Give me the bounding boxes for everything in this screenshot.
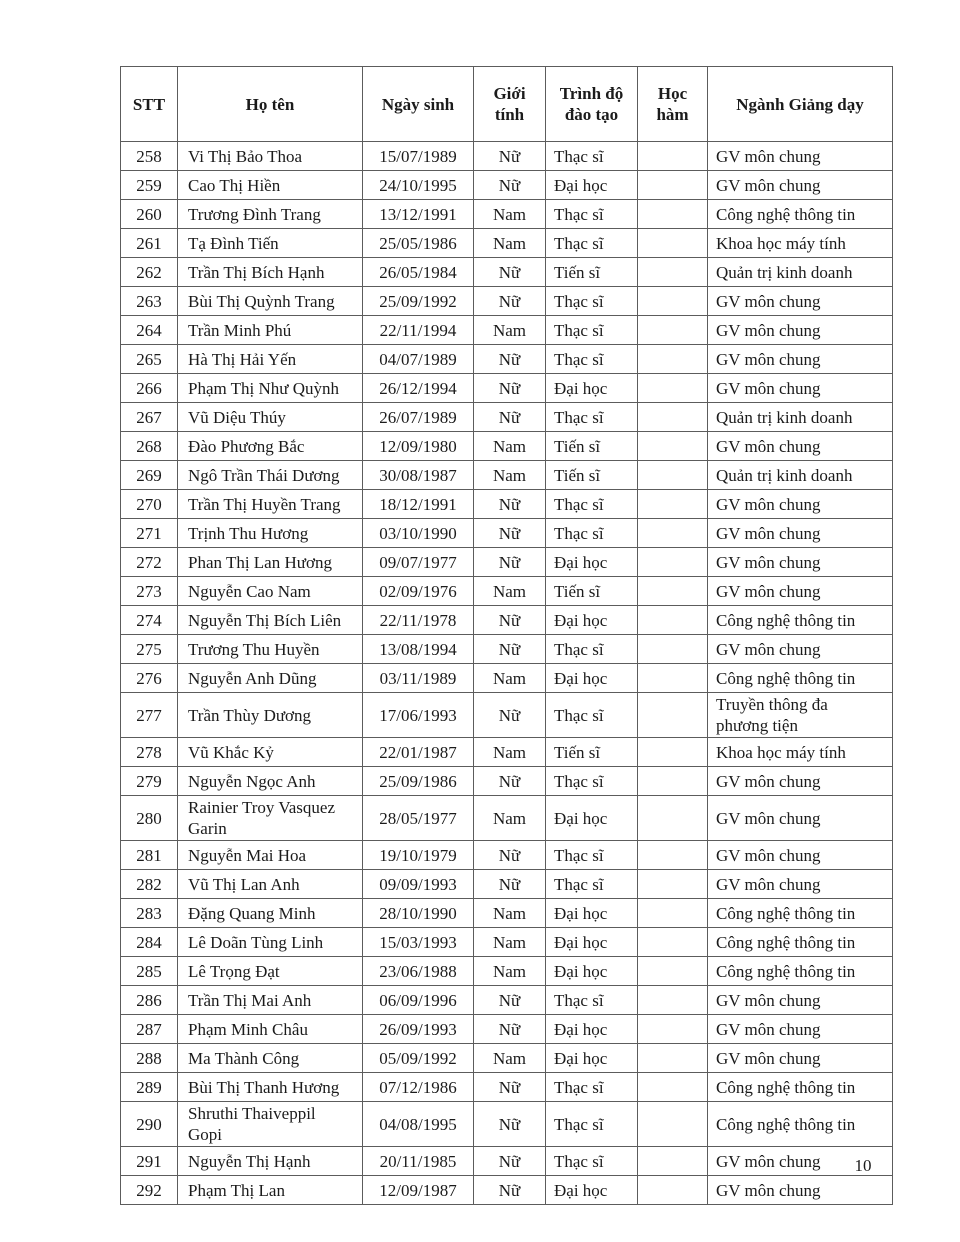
- cell-hoc-ham: [638, 287, 708, 316]
- cell-stt: 278: [121, 738, 178, 767]
- cell-trinh-do-dao-tao: Thạc sĩ: [546, 345, 638, 374]
- cell-nganh-giang-day: Khoa học máy tính: [708, 229, 893, 258]
- cell-ngay-sinh: 20/11/1985: [363, 1147, 474, 1176]
- cell-ngay-sinh: 04/08/1995: [363, 1102, 474, 1147]
- cell-trinh-do-dao-tao: Đại học: [546, 548, 638, 577]
- cell-hoc-ham: [638, 229, 708, 258]
- cell-nganh-giang-day: GV môn chung: [708, 432, 893, 461]
- table-row: [121, 1044, 893, 1073]
- cell-ho-ten: Trần Thùy Dương: [178, 693, 363, 738]
- cell-trinh-do-dao-tao: Đại học: [546, 1044, 638, 1073]
- cell-gioi-tinh: Nam: [474, 957, 546, 986]
- cell-ngay-sinh: 23/06/1988: [363, 957, 474, 986]
- cell-ngay-sinh: 13/08/1994: [363, 635, 474, 664]
- cell-ngay-sinh: 12/09/1980: [363, 432, 474, 461]
- cell-gioi-tinh: Nữ: [474, 693, 546, 738]
- cell-nganh-giang-day: Công nghệ thông tin: [708, 928, 893, 957]
- cell-nganh-giang-day: Công nghệ thông tin: [708, 899, 893, 928]
- cell-hoc-ham: [638, 519, 708, 548]
- cell-nganh-giang-day: Truyền thông đa phương tiện: [708, 693, 893, 738]
- table-row: [121, 345, 893, 374]
- cell-nganh-giang-day: GV môn chung: [708, 345, 893, 374]
- cell-gioi-tinh: Nữ: [474, 841, 546, 870]
- cell-hoc-ham: [638, 693, 708, 738]
- cell-gioi-tinh: Nam: [474, 461, 546, 490]
- cell-nganh-giang-day: Quản trị kinh doanh: [708, 461, 893, 490]
- cell-trinh-do-dao-tao: Thạc sĩ: [546, 986, 638, 1015]
- cell-hoc-ham: [638, 606, 708, 635]
- cell-ho-ten: Rainier Troy Vasquez Garin: [178, 796, 363, 841]
- table-row: [121, 577, 893, 606]
- cell-ngay-sinh: 03/11/1989: [363, 664, 474, 693]
- header-ngay-sinh: Ngày sinh: [363, 67, 474, 142]
- cell-gioi-tinh: Nữ: [474, 606, 546, 635]
- cell-ngay-sinh: 05/09/1992: [363, 1044, 474, 1073]
- cell-ho-ten: Cao Thị Hiền: [178, 171, 363, 200]
- cell-hoc-ham: [638, 957, 708, 986]
- table-row: [121, 548, 893, 577]
- cell-ngay-sinh: 06/09/1996: [363, 986, 474, 1015]
- cell-stt: 292: [121, 1176, 178, 1205]
- cell-ngay-sinh: 19/10/1979: [363, 841, 474, 870]
- cell-nganh-giang-day: Quản trị kinh doanh: [708, 258, 893, 287]
- cell-trinh-do-dao-tao: Thạc sĩ: [546, 693, 638, 738]
- cell-hoc-ham: [638, 841, 708, 870]
- cell-gioi-tinh: Nam: [474, 432, 546, 461]
- table-row: [121, 461, 893, 490]
- table-row: [121, 229, 893, 258]
- cell-hoc-ham: [638, 577, 708, 606]
- table-row: [121, 986, 893, 1015]
- cell-ho-ten: Trương Thu Huyền: [178, 635, 363, 664]
- cell-ho-ten: Trần Thị Mai Anh: [178, 986, 363, 1015]
- cell-ho-ten: Nguyễn Mai Hoa: [178, 841, 363, 870]
- cell-ngay-sinh: 25/05/1986: [363, 229, 474, 258]
- cell-gioi-tinh: Nữ: [474, 519, 546, 548]
- cell-stt: 290: [121, 1102, 178, 1147]
- cell-ho-ten: Shruthi Thaiveppil Gopi: [178, 1102, 363, 1147]
- cell-ngay-sinh: 30/08/1987: [363, 461, 474, 490]
- cell-trinh-do-dao-tao: Thạc sĩ: [546, 229, 638, 258]
- cell-stt: 268: [121, 432, 178, 461]
- cell-ngay-sinh: 25/09/1986: [363, 767, 474, 796]
- table-row: [121, 957, 893, 986]
- cell-stt: 273: [121, 577, 178, 606]
- cell-trinh-do-dao-tao: Tiến sĩ: [546, 432, 638, 461]
- table-body: [121, 142, 893, 1205]
- cell-ho-ten: Phạm Minh Châu: [178, 1015, 363, 1044]
- cell-ho-ten: Trần Minh Phú: [178, 316, 363, 345]
- cell-ngay-sinh: 18/12/1991: [363, 490, 474, 519]
- cell-ngay-sinh: 22/11/1978: [363, 606, 474, 635]
- cell-ngay-sinh: 22/11/1994: [363, 316, 474, 345]
- cell-ho-ten: Trương Đình Trang: [178, 200, 363, 229]
- cell-ho-ten: Đào Phương Bắc: [178, 432, 363, 461]
- cell-hoc-ham: [638, 316, 708, 345]
- cell-trinh-do-dao-tao: Thạc sĩ: [546, 870, 638, 899]
- table-row: [121, 258, 893, 287]
- cell-nganh-giang-day: Công nghệ thông tin: [708, 664, 893, 693]
- cell-nganh-giang-day: GV môn chung: [708, 796, 893, 841]
- cell-stt: 281: [121, 841, 178, 870]
- cell-stt: 269: [121, 461, 178, 490]
- cell-hoc-ham: [638, 1044, 708, 1073]
- cell-gioi-tinh: Nữ: [474, 1176, 546, 1205]
- cell-ngay-sinh: 28/10/1990: [363, 899, 474, 928]
- cell-hoc-ham: [638, 635, 708, 664]
- header-hoc-ham: Học hàm: [638, 67, 708, 142]
- cell-stt: 259: [121, 171, 178, 200]
- table-row: [121, 796, 893, 841]
- cell-gioi-tinh: Nữ: [474, 870, 546, 899]
- cell-stt: 275: [121, 635, 178, 664]
- cell-ngay-sinh: 03/10/1990: [363, 519, 474, 548]
- cell-stt: 285: [121, 957, 178, 986]
- cell-ho-ten: Ngô Trần Thái Dương: [178, 461, 363, 490]
- cell-hoc-ham: [638, 986, 708, 1015]
- cell-stt: 274: [121, 606, 178, 635]
- cell-gioi-tinh: Nữ: [474, 142, 546, 171]
- cell-gioi-tinh: Nam: [474, 1044, 546, 1073]
- cell-ngay-sinh: 09/09/1993: [363, 870, 474, 899]
- cell-hoc-ham: [638, 171, 708, 200]
- cell-hoc-ham: [638, 1073, 708, 1102]
- cell-stt: 267: [121, 403, 178, 432]
- cell-trinh-do-dao-tao: Tiến sĩ: [546, 461, 638, 490]
- cell-gioi-tinh: Nam: [474, 664, 546, 693]
- table-row: [121, 870, 893, 899]
- cell-nganh-giang-day: Khoa học máy tính: [708, 738, 893, 767]
- cell-trinh-do-dao-tao: Thạc sĩ: [546, 490, 638, 519]
- cell-trinh-do-dao-tao: Thạc sĩ: [546, 519, 638, 548]
- cell-nganh-giang-day: GV môn chung: [708, 142, 893, 171]
- cell-gioi-tinh: Nam: [474, 316, 546, 345]
- cell-gioi-tinh: Nữ: [474, 287, 546, 316]
- cell-gioi-tinh: Nam: [474, 200, 546, 229]
- cell-ho-ten: Phan Thị Lan Hương: [178, 548, 363, 577]
- header-stt: STT: [121, 67, 178, 142]
- cell-stt: 287: [121, 1015, 178, 1044]
- cell-trinh-do-dao-tao: Thạc sĩ: [546, 142, 638, 171]
- cell-hoc-ham: [638, 1015, 708, 1044]
- cell-gioi-tinh: Nữ: [474, 1073, 546, 1102]
- cell-gioi-tinh: Nam: [474, 738, 546, 767]
- header-gioi-tinh: Giới tính: [474, 67, 546, 142]
- cell-ho-ten: Tạ Đình Tiến: [178, 229, 363, 258]
- cell-trinh-do-dao-tao: Thạc sĩ: [546, 767, 638, 796]
- cell-ngay-sinh: 26/07/1989: [363, 403, 474, 432]
- cell-ho-ten: Lê Doãn Tùng Linh: [178, 928, 363, 957]
- cell-stt: 283: [121, 899, 178, 928]
- cell-ngay-sinh: 28/05/1977: [363, 796, 474, 841]
- table-row: [121, 899, 893, 928]
- cell-stt: 284: [121, 928, 178, 957]
- cell-hoc-ham: [638, 548, 708, 577]
- cell-trinh-do-dao-tao: Đại học: [546, 606, 638, 635]
- cell-trinh-do-dao-tao: Đại học: [546, 928, 638, 957]
- table-row: [121, 693, 893, 738]
- cell-nganh-giang-day: GV môn chung: [708, 490, 893, 519]
- cell-stt: 276: [121, 664, 178, 693]
- cell-stt: 271: [121, 519, 178, 548]
- cell-ngay-sinh: 07/12/1986: [363, 1073, 474, 1102]
- cell-hoc-ham: [638, 870, 708, 899]
- cell-gioi-tinh: Nữ: [474, 171, 546, 200]
- cell-hoc-ham: [638, 664, 708, 693]
- cell-trinh-do-dao-tao: Thạc sĩ: [546, 316, 638, 345]
- cell-gioi-tinh: Nữ: [474, 1015, 546, 1044]
- header-trinh-do-dao-tao: Trình độ đào tạo: [546, 67, 638, 142]
- cell-ho-ten: Nguyễn Thị Bích Liên: [178, 606, 363, 635]
- table-row: [121, 432, 893, 461]
- cell-hoc-ham: [638, 461, 708, 490]
- cell-trinh-do-dao-tao: Đại học: [546, 796, 638, 841]
- cell-nganh-giang-day: Quản trị kinh doanh: [708, 403, 893, 432]
- cell-stt: 288: [121, 1044, 178, 1073]
- cell-stt: 270: [121, 490, 178, 519]
- cell-nganh-giang-day: GV môn chung: [708, 577, 893, 606]
- cell-ngay-sinh: 24/10/1995: [363, 171, 474, 200]
- cell-stt: 277: [121, 693, 178, 738]
- cell-hoc-ham: [638, 928, 708, 957]
- table-row: [121, 606, 893, 635]
- cell-gioi-tinh: Nữ: [474, 635, 546, 664]
- cell-trinh-do-dao-tao: Tiến sĩ: [546, 738, 638, 767]
- header-nganh-giang-day: Ngành Giảng dạy: [708, 67, 893, 142]
- cell-hoc-ham: [638, 1102, 708, 1147]
- cell-gioi-tinh: Nữ: [474, 1147, 546, 1176]
- cell-trinh-do-dao-tao: Thạc sĩ: [546, 287, 638, 316]
- table-row: [121, 1176, 893, 1205]
- cell-ho-ten: Vũ Thị Lan Anh: [178, 870, 363, 899]
- table-row: [121, 374, 893, 403]
- cell-ho-ten: Bùi Thị Thanh Hương: [178, 1073, 363, 1102]
- cell-ho-ten: Ma Thành Công: [178, 1044, 363, 1073]
- cell-trinh-do-dao-tao: Đại học: [546, 374, 638, 403]
- table-row: [121, 316, 893, 345]
- cell-trinh-do-dao-tao: Đại học: [546, 1015, 638, 1044]
- cell-gioi-tinh: Nữ: [474, 548, 546, 577]
- cell-hoc-ham: [638, 345, 708, 374]
- cell-stt: 282: [121, 870, 178, 899]
- cell-hoc-ham: [638, 796, 708, 841]
- cell-trinh-do-dao-tao: Đại học: [546, 171, 638, 200]
- cell-stt: 262: [121, 258, 178, 287]
- cell-ho-ten: Nguyễn Thị Hạnh: [178, 1147, 363, 1176]
- cell-stt: 279: [121, 767, 178, 796]
- cell-ngay-sinh: 22/01/1987: [363, 738, 474, 767]
- cell-nganh-giang-day: Công nghệ thông tin: [708, 957, 893, 986]
- table-row: [121, 519, 893, 548]
- cell-nganh-giang-day: Công nghệ thông tin: [708, 1073, 893, 1102]
- header-ho-ten: Họ tên: [178, 67, 363, 142]
- page-number: 10: [854, 1156, 872, 1175]
- cell-trinh-do-dao-tao: Tiến sĩ: [546, 577, 638, 606]
- cell-stt: 291: [121, 1147, 178, 1176]
- cell-gioi-tinh: Nữ: [474, 258, 546, 287]
- cell-ho-ten: Nguyễn Cao Nam: [178, 577, 363, 606]
- cell-nganh-giang-day: GV môn chung: [708, 287, 893, 316]
- cell-ho-ten: Trần Thị Huyền Trang: [178, 490, 363, 519]
- cell-nganh-giang-day: GV môn chung: [708, 519, 893, 548]
- cell-trinh-do-dao-tao: Thạc sĩ: [546, 1102, 638, 1147]
- table-row: [121, 841, 893, 870]
- cell-gioi-tinh: Nữ: [474, 490, 546, 519]
- cell-gioi-tinh: Nữ: [474, 374, 546, 403]
- cell-hoc-ham: [638, 374, 708, 403]
- cell-hoc-ham: [638, 142, 708, 171]
- cell-nganh-giang-day: GV môn chung: [708, 1176, 893, 1205]
- cell-hoc-ham: [638, 403, 708, 432]
- cell-trinh-do-dao-tao: Thạc sĩ: [546, 403, 638, 432]
- cell-ngay-sinh: 15/07/1989: [363, 142, 474, 171]
- cell-nganh-giang-day: GV môn chung: [708, 171, 893, 200]
- cell-hoc-ham: [638, 1147, 708, 1176]
- cell-gioi-tinh: Nữ: [474, 1102, 546, 1147]
- cell-trinh-do-dao-tao: Thạc sĩ: [546, 200, 638, 229]
- cell-ho-ten: Phạm Thị Như Quỳnh: [178, 374, 363, 403]
- cell-nganh-giang-day: Công nghệ thông tin: [708, 606, 893, 635]
- cell-ngay-sinh: 26/12/1994: [363, 374, 474, 403]
- cell-ngay-sinh: 04/07/1989: [363, 345, 474, 374]
- cell-hoc-ham: [638, 200, 708, 229]
- cell-nganh-giang-day: GV môn chung: [708, 548, 893, 577]
- cell-stt: 260: [121, 200, 178, 229]
- cell-trinh-do-dao-tao: Thạc sĩ: [546, 841, 638, 870]
- cell-gioi-tinh: Nam: [474, 229, 546, 258]
- cell-ngay-sinh: 09/07/1977: [363, 548, 474, 577]
- cell-nganh-giang-day: GV môn chung: [708, 1044, 893, 1073]
- cell-trinh-do-dao-tao: Đại học: [546, 957, 638, 986]
- cell-stt: 263: [121, 287, 178, 316]
- cell-ho-ten: Trịnh Thu Hương: [178, 519, 363, 548]
- faculty-table: [120, 66, 893, 1205]
- cell-nganh-giang-day: GV môn chung: [708, 986, 893, 1015]
- cell-ngay-sinh: 02/09/1976: [363, 577, 474, 606]
- cell-stt: 272: [121, 548, 178, 577]
- cell-ho-ten: Vi Thị Bảo Thoa: [178, 142, 363, 171]
- cell-trinh-do-dao-tao: Đại học: [546, 899, 638, 928]
- table-row: [121, 142, 893, 171]
- cell-gioi-tinh: Nam: [474, 899, 546, 928]
- table-row: [121, 928, 893, 957]
- cell-hoc-ham: [638, 738, 708, 767]
- cell-ho-ten: Lê Trọng Đạt: [178, 957, 363, 986]
- cell-trinh-do-dao-tao: Tiến sĩ: [546, 258, 638, 287]
- cell-stt: 286: [121, 986, 178, 1015]
- cell-hoc-ham: [638, 899, 708, 928]
- table-row: [121, 1073, 893, 1102]
- table-row: [121, 664, 893, 693]
- cell-gioi-tinh: Nữ: [474, 986, 546, 1015]
- table-row: [121, 1015, 893, 1044]
- table-row: [121, 1147, 893, 1176]
- cell-nganh-giang-day: Công nghệ thông tin: [708, 200, 893, 229]
- cell-hoc-ham: [638, 432, 708, 461]
- cell-nganh-giang-day: GV môn chung: [708, 316, 893, 345]
- cell-ho-ten: Phạm Thị Lan: [178, 1176, 363, 1205]
- cell-ngay-sinh: 25/09/1992: [363, 287, 474, 316]
- cell-nganh-giang-day: Công nghệ thông tin: [708, 1102, 893, 1147]
- table-row: [121, 1102, 893, 1147]
- cell-ngay-sinh: 13/12/1991: [363, 200, 474, 229]
- table-row: [121, 171, 893, 200]
- cell-ho-ten: Vũ Khắc Kỷ: [178, 738, 363, 767]
- cell-gioi-tinh: Nam: [474, 928, 546, 957]
- cell-stt: 266: [121, 374, 178, 403]
- cell-ho-ten: Trần Thị Bích Hạnh: [178, 258, 363, 287]
- cell-ngay-sinh: 26/05/1984: [363, 258, 474, 287]
- table-row: [121, 287, 893, 316]
- cell-stt: 258: [121, 142, 178, 171]
- cell-nganh-giang-day: GV môn chung: [708, 870, 893, 899]
- table-row: [121, 635, 893, 664]
- cell-ngay-sinh: 26/09/1993: [363, 1015, 474, 1044]
- cell-stt: 264: [121, 316, 178, 345]
- cell-ngay-sinh: 17/06/1993: [363, 693, 474, 738]
- cell-trinh-do-dao-tao: Thạc sĩ: [546, 1073, 638, 1102]
- cell-gioi-tinh: Nữ: [474, 767, 546, 796]
- cell-hoc-ham: [638, 1176, 708, 1205]
- table-row: [121, 490, 893, 519]
- table-header-row: [121, 67, 893, 142]
- cell-trinh-do-dao-tao: Thạc sĩ: [546, 635, 638, 664]
- cell-trinh-do-dao-tao: Đại học: [546, 664, 638, 693]
- cell-ho-ten: Đặng Quang Minh: [178, 899, 363, 928]
- table-row: [121, 738, 893, 767]
- cell-trinh-do-dao-tao: Thạc sĩ: [546, 1147, 638, 1176]
- cell-hoc-ham: [638, 490, 708, 519]
- cell-stt: 261: [121, 229, 178, 258]
- cell-ngay-sinh: 15/03/1993: [363, 928, 474, 957]
- cell-ho-ten: Nguyễn Ngọc Anh: [178, 767, 363, 796]
- cell-nganh-giang-day: GV môn chung: [708, 767, 893, 796]
- cell-nganh-giang-day: GV môn chung: [708, 1015, 893, 1044]
- table-row: [121, 200, 893, 229]
- table-row: [121, 403, 893, 432]
- cell-trinh-do-dao-tao: Đại học: [546, 1176, 638, 1205]
- cell-nganh-giang-day: GV môn chung: [708, 1147, 893, 1176]
- cell-hoc-ham: [638, 767, 708, 796]
- cell-ngay-sinh: 12/09/1987: [363, 1176, 474, 1205]
- table-row: [121, 767, 893, 796]
- cell-nganh-giang-day: GV môn chung: [708, 841, 893, 870]
- cell-ho-ten: Vũ Diệu Thúy: [178, 403, 363, 432]
- cell-nganh-giang-day: GV môn chung: [708, 635, 893, 664]
- cell-gioi-tinh: Nữ: [474, 345, 546, 374]
- cell-ho-ten: Bùi Thị Quỳnh Trang: [178, 287, 363, 316]
- cell-stt: 280: [121, 796, 178, 841]
- cell-gioi-tinh: Nữ: [474, 403, 546, 432]
- cell-hoc-ham: [638, 258, 708, 287]
- cell-gioi-tinh: Nam: [474, 577, 546, 606]
- cell-stt: 265: [121, 345, 178, 374]
- cell-stt: 289: [121, 1073, 178, 1102]
- cell-ho-ten: Nguyễn Anh Dũng: [178, 664, 363, 693]
- cell-gioi-tinh: Nam: [474, 796, 546, 841]
- cell-ho-ten: Hà Thị Hải Yến: [178, 345, 363, 374]
- cell-nganh-giang-day: GV môn chung: [708, 374, 893, 403]
